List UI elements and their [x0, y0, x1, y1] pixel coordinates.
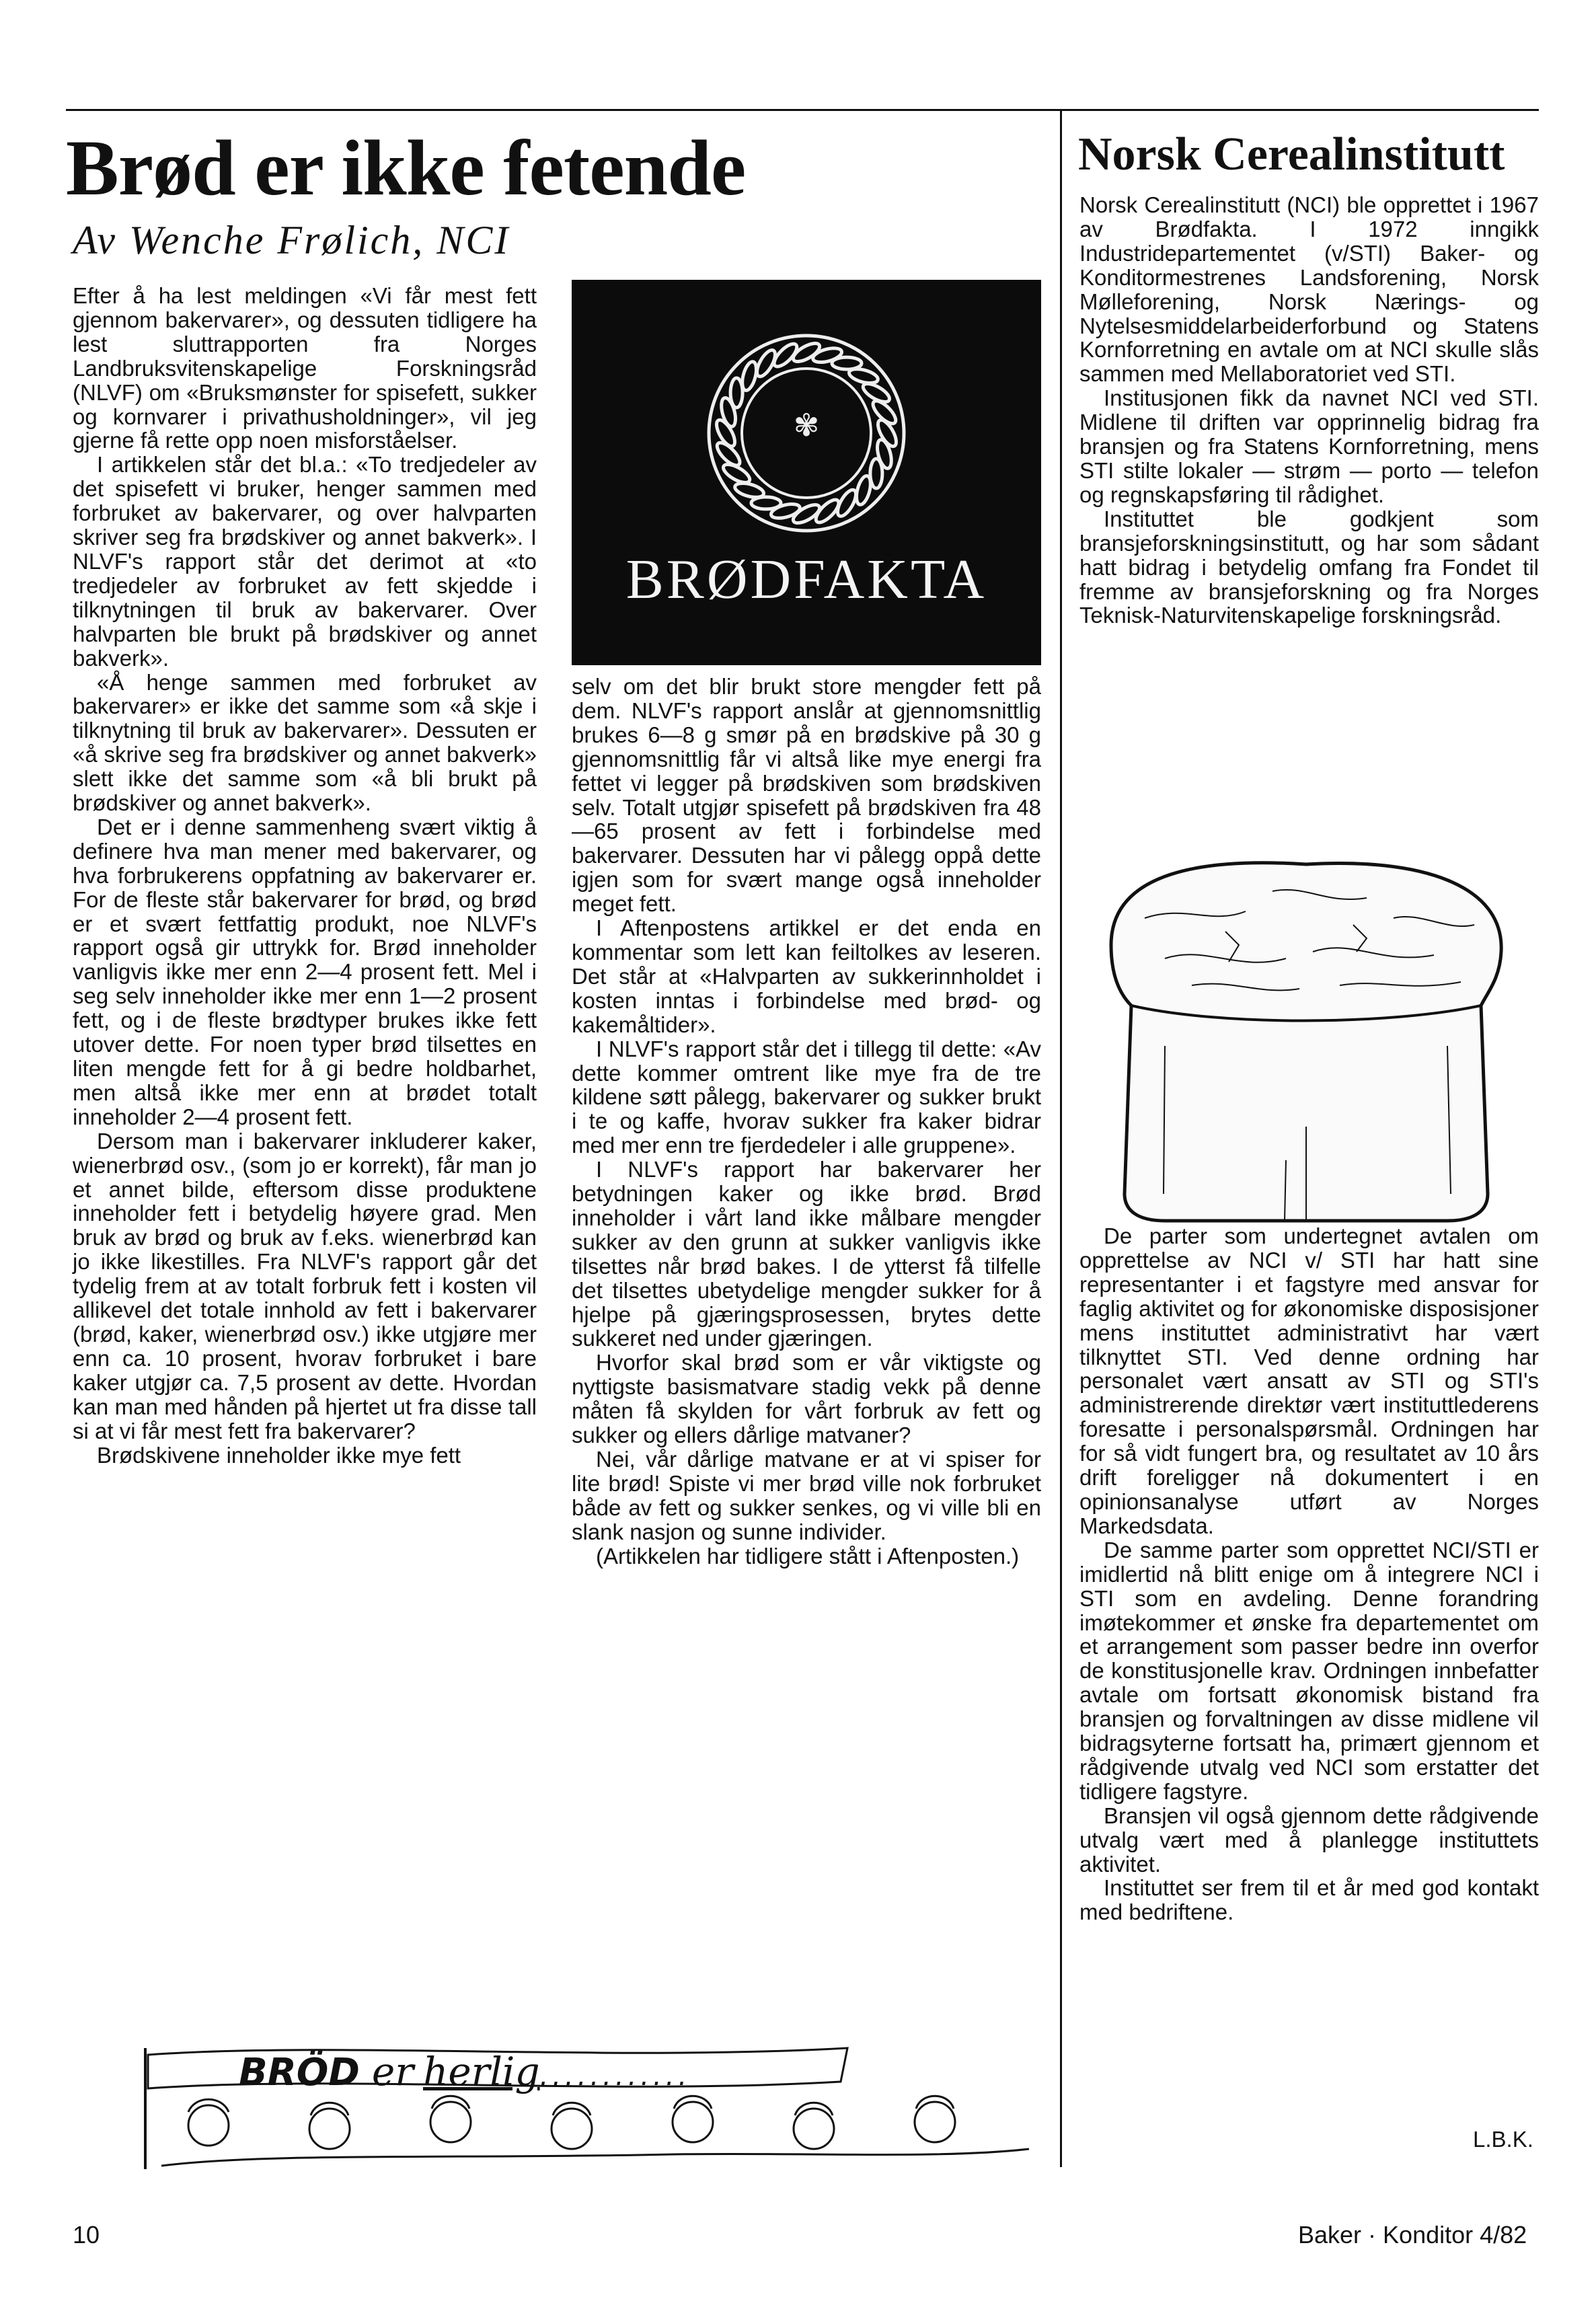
paragraph: I NLVF's rapport har bakervarer her betydningen kaker og ikke brød. Brød inneholder i vårt land ikke målbare mengder sukker av den grunn at sukker vanligvis ikke tilsettes når brød bakes. I de ytterst få tilfelle det tilsettes ubetydelige mengder sukker for å hjelpe på gjæringsprosessen, brytes dette sukkeret ned under gjæringen. [572, 1157, 1041, 1351]
cartoon-banner-text [239, 2051, 691, 2096]
paragraph: Efter å ha lest meldingen «Vi får mest fett gjennom bakervarer», og dessuten tidligere ha lest sluttrapporten fra Norges Landbruksvitenskapelige Forskningsråd (NLVF) om «Bruksmønster for spisefett, sukker og kornvarer i privathusholdninger», vil jeg gjerne få rette opp noen misforståelser. [73, 283, 537, 453]
wreath-leaf [875, 439, 895, 470]
paragraph: Institusjonen fikk da navnet NCI ved STI. Midlene til driften var opprinnelig bidrag fra bransjen og fra Statens Kornforretning, mens STI stilte lokaler — strøm — porto — telefon og regnskapsføring til rådighet. [1079, 385, 1539, 507]
svg-text:✾: ✾ [793, 407, 820, 443]
paragraph: «Å henge sammen med forbruket av bakervarer» er ikke det samme som «å skje i tilknytning til bruk av bakervarer». Dessuten er «å skrive seg fra brødskiver og annet bakverk» slett ikke det samme som «å bli brukt på brødskiver og annet bakverk». [73, 669, 537, 816]
column-divider [1060, 109, 1062, 2167]
paragraph: Hvorfor skal brød som er vår viktigste og nyttigste basismatvare stadig vekk på denne måten få skylden for vårt forbruk av fett og sukker og ellers dårlige matvaner? [572, 1350, 1041, 1448]
signature: L.B.K. [1473, 2127, 1533, 2152]
banner-word-er: er [371, 2049, 414, 2094]
paragraph: Bransjen vil også gjennom dette rådgivende utvalg vært med å planlegge instituttets aktivitet. [1079, 1803, 1539, 1877]
paragraph: Instituttet ser frem til et år med god kontakt med bedriftene. [1079, 1875, 1539, 1925]
brodfakta-wordmark: BRØDFAKTA [625, 548, 987, 611]
wreath-leaf [719, 396, 738, 428]
sidebar-column-top [1079, 193, 1539, 628]
paragraph: De parter som undertegnet avtalen om opprettelse av NCI v/ STI har hatt sine representanter i et fagstyre med ansvar for faglig aktivitet og for økonomiske disposisjoner mens instituttet administrativt har vært tilknyttet STI. Ved denne ordning har personalet vært ansatt av STI og STI's administrerende direktør vært instituttlederens foresatte i personalspørsmål. Ordningen har for så vidt fungert bra, og resultatet av 10 års drift foreligger nå dokumentert i en opinionsanalyse utført av Norges Markedsdata. [1079, 1223, 1539, 1538]
paragraph: Brødskivene inneholder ikke mye fett [97, 1442, 461, 1468]
wreath-leaf [769, 502, 801, 521]
article-title: Brød er ikke fetende [66, 124, 746, 212]
paragraph: selv om det blir brukt store mengder fett på dem. NLVF's rapport anslår at gjennomsnittlig brukes 6—8 g smør på en brødskive på 30 g gjennomsnittlig får vi altså like mye energi fra fettet vi legger på brødskiven som brødskiven selv. Totalt utgjør spisefett på brødskiven fra 48—65 prosent av fett i forbindelse med bakervarer. Dessuten har vi pålegg oppå dette igjen som for svært mange også inneholder meget fett. [572, 674, 1041, 917]
wreath-leaf [854, 474, 874, 506]
banner-word-herlig: herlig [422, 2049, 540, 2094]
publication-footer: Baker · Konditor 4/82 [1298, 2221, 1527, 2249]
paragraph: Nei, vår dårlige matvane er at vi spiser for lite brød! Spiste vi mer brød ville nok forbruket både av fett og sukker senkes, og vi ville bli en slank nasjon og sunne individer. [572, 1447, 1041, 1544]
sidebar-column-bottom [1079, 1224, 1539, 1924]
brodfakta-logo [572, 280, 1041, 665]
paragraph: I artikkelen står det bl.a.: «To tredjedeler av det spisefett vi bruker, henger sammen med forbruket av bakervarer, og over halvparten skriver seg fra brødskiver og annet bakverk». I NLVF's rapport står det derimot at «to tredjedeler av forbruket av fett skjedde i tilknytningen til bruk av bakervarer. Over halvparten ble brukt på brødskiver og annet bakverk». [73, 452, 537, 671]
banner-word-brod: BRÖD [239, 2051, 360, 2094]
wreath-leaf [847, 367, 879, 386]
paragraph: Dersom man i bakervarer inkluderer kaker, wienerbrød osv., (som jo er korrekt), får man jo et annet bilde, eftersom disse produktene inneholder fett i betydelig høyere grad. Men bruk av brød og bruk av f.eks. wienerbrød kan jo ikke likestilles. Fra NLVF's rapport går det tydelig frem at av totalt forbruk fett i kosten vil allikevel det totale innhold av fett i bakervarer (brød, kaker, wienerbrød osv.) ikke utgjøre mer enn ca. 10 prosent, hvorav forbruket i bare kaker utgjør ca. 7,5 prosent av dette. Hvordan kan man med hånden på hjertet ut fra disse tall si at vi får mest fett fra bakervarer? [73, 1128, 537, 1443]
article-column-2 [572, 675, 1041, 1569]
paragraph: Norsk Cerealinstitutt (NCI) ble opprettet i 1967 av Brødfakta. I 1972 inngikk Industridepartementet (v/STI) Baker- og Konditormestrenes Landsforening, Norsk Mølleforening, Norsk Nærings- og Nytelsesmiddelarbeiderforbund og Statens Kornforretning en avtale om at NCI skulle slås sammen med Mellaboratoriet ved STI. [1079, 192, 1539, 387]
paragraph: I NLVF's rapport står det i tillegg til dette: «Av dette kommer omtrent like mye fra de tre kildene søtt pålegg, bakervarer og sukker brukt i te og kaffe, hvorav sukker fra kaker bidrar med mer enn tre fjerdedeler i alle gruppene». [572, 1036, 1041, 1158]
paragraph: Instituttet ble godkjent som bransjeforskningsinstitutt, og har som sådant hatt bidrag i betydelig omfang fra Fondet til fremme av bransjeforskning og fra Norges Teknisk-Naturvitenskapelige forskningsråd. [1079, 506, 1539, 628]
paragraph: Det er i denne sammenheng svært viktig å definere hva man mener med bakervarer, og hva forbrukerens oppfatning av bakervarer er. For de fleste står bakervarer for brød, og brød er et svært fettfattig produkt, noe NLVF's rapport også gir uttrykk for. Brød inneholder vanligvis ikke mer enn 2—4 prosent fett. Mel i seg selv inneholder ikke mer enn 1—2 prosent fett, og i de fleste brødtyper brukes ikke fett utover dette. For noen typer brød tilsettes en liten mengde fett for å gi bedre holdbarhet, men altså ikke mer enn at brødet totalt inneholder 2—4 prosent fett. [73, 814, 537, 1129]
banner-dots: ............ [539, 2061, 691, 2092]
paragraph: I Aftenpostens artikkel er det enda en kommentar som lett kan feiltolkes av leseren. Det står at «Halvparten av sukkerinnholdet i kosten inntas i forbindelse med brød- og kakemåltider». [572, 915, 1041, 1037]
page-number: 10 [73, 2221, 100, 2249]
wreath-leaf [812, 346, 843, 365]
article-column-1 [73, 284, 537, 1467]
paragraph: De samme parter som opprettet NCI/STI er imidlertid nå blitt enige om å integrere NCI i STI som en avdeling. Denne forandring imøtekommer et ønske fra departementet om et arrangement som passer bedre inn overfor de konstitusjonelle krav. Ordningen innbefatter avtale om fortsatt økonomisk bistand fra bransjen og forvaltningen av disse midlene vil bidragsyterne fortsatt ha, primært gjennom et rådgivende utvalg ved NCI som erstatter det tidligere fagstyre. [1079, 1537, 1539, 1804]
sidebar-title: Norsk Cerealinstitutt [1078, 128, 1505, 180]
wreath-leaf [734, 481, 765, 500]
article-byline: Av Wenche Frølich, NCI [73, 218, 510, 262]
top-rule [66, 109, 1539, 111]
wreath-leaf [740, 361, 759, 392]
bread-loaf-illustration [1084, 844, 1528, 1227]
paragraph: (Artikkelen har tidligere stått i Aftenposten.) [596, 1543, 1020, 1569]
